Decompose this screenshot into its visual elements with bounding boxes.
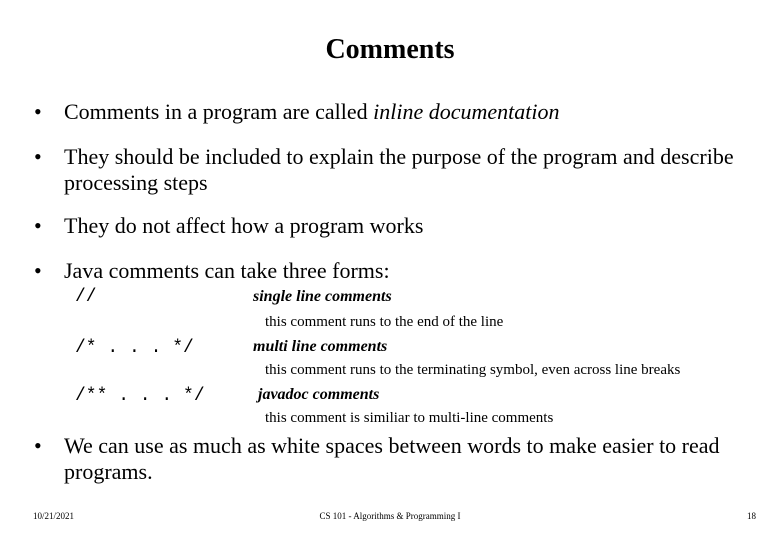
bullet-no-effect — [34, 213, 754, 239]
bullet-text: They should be included to explain the purpose of the program and describe processing steps — [64, 144, 734, 195]
label-single-line: single line comments — [253, 288, 392, 305]
code-javadoc: /** . . . */ — [75, 386, 205, 406]
bullet-text: They do not affect how a program works — [64, 213, 424, 238]
bullet-purpose — [34, 144, 734, 196]
bullet-marker: • — [34, 99, 42, 124]
code-multi-line: /* . . . */ — [75, 338, 194, 358]
desc-multi-line: this comment runs to the terminating symbol, even across line breaks — [265, 362, 681, 378]
bullet-marker: • — [34, 258, 42, 283]
footer-date: 10/21/2021 — [33, 511, 75, 521]
bullet-java-forms — [34, 258, 754, 284]
bullet-marker: • — [34, 213, 42, 238]
bullet-text-plain: Comments in a program are called — [64, 99, 374, 124]
bullet-marker: • — [34, 144, 42, 169]
label-javadoc: javadoc comments — [258, 386, 380, 403]
footer-page-number: 18 — [747, 511, 756, 521]
desc-single-line: this comment runs to the end of the line — [265, 314, 504, 330]
bullet-text-italic: inline documentation — [373, 99, 560, 124]
bullet-inline-documentation — [34, 99, 754, 125]
slide-title: Comments — [325, 34, 455, 65]
bullet-text — [64, 99, 754, 125]
bullet-text: Java comments can take three forms: — [64, 258, 390, 283]
footer-course: CS 101 - Algorithms & Programming I — [319, 511, 461, 521]
label-multi-line: multi line comments — [253, 338, 388, 355]
code-single-line: // — [75, 287, 97, 307]
bullet-text: We can use as much as white spaces between words to make easier to read programs. — [64, 433, 720, 484]
bullet-white-spaces — [34, 433, 754, 485]
desc-javadoc: this comment is similiar to multi-line comments — [265, 410, 554, 426]
bullet-marker: • — [34, 433, 42, 458]
